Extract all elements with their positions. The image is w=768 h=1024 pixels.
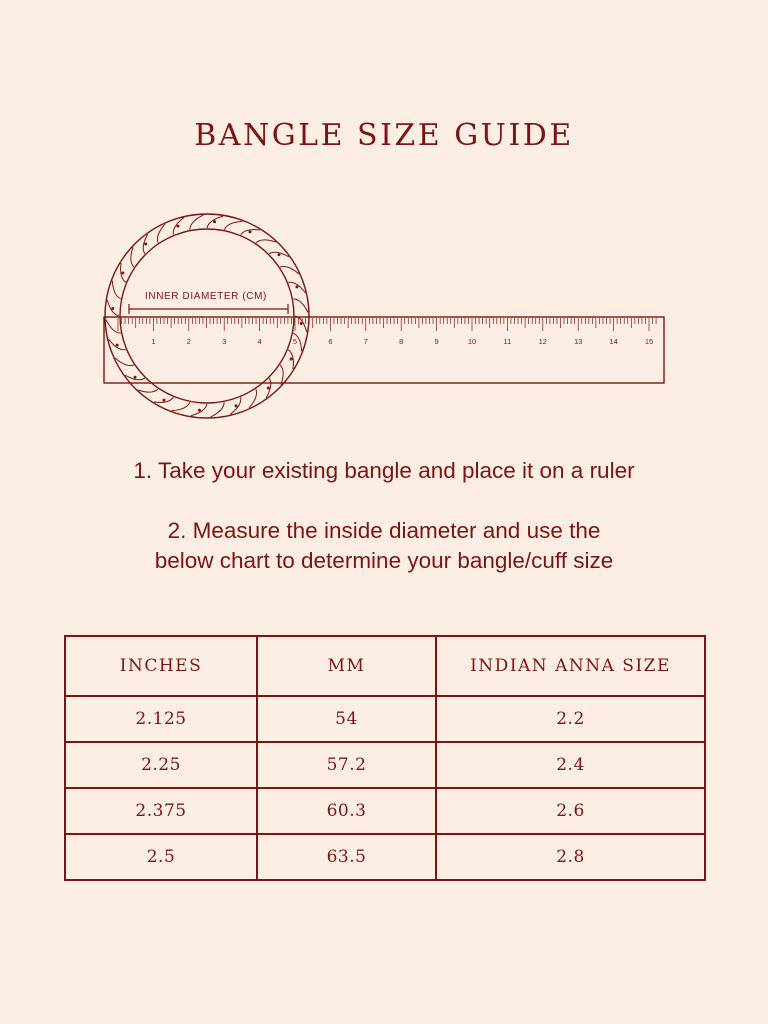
table-row (65, 742, 705, 788)
header-mm: MM (257, 636, 436, 696)
header-inches: INCHES (65, 636, 257, 696)
ruler-number: 9 (434, 337, 439, 346)
bangle-size-table (64, 635, 706, 881)
ruler-number: 5 (292, 337, 298, 346)
cell-mm: 57.2 (257, 742, 436, 788)
ruler-number: 6 (328, 337, 333, 346)
table-row (65, 788, 705, 834)
table-row (65, 696, 705, 742)
ruler-number: 4 (257, 337, 262, 346)
instruction-step-1: 1. Take your existing bangle and place it on a ruler (133, 458, 635, 483)
cell-inches: 2.5 (65, 834, 257, 880)
ruler-number: 12 (538, 337, 547, 346)
header-indian-anna-size: INDIAN ANNA SIZE (436, 636, 705, 696)
cell-anna-size: 2.2 (436, 696, 705, 742)
table-row (65, 834, 705, 880)
cell-anna-size: 2.8 (436, 834, 705, 880)
cell-anna-size: 2.4 (436, 742, 705, 788)
bangle-icon (105, 214, 309, 418)
instructions (0, 456, 768, 576)
ruler-number: 2 (186, 337, 191, 346)
ruler-number: 8 (399, 337, 404, 346)
ruler-number: 11 (503, 337, 512, 346)
table-header-row (65, 636, 705, 696)
bangle-on-ruler-illustration (0, 205, 768, 430)
ruler-number: 1 (151, 337, 156, 346)
ruler-number: 3 (222, 337, 227, 346)
ruler-number: 10 (467, 337, 477, 346)
ruler-number: 13 (574, 337, 583, 346)
cell-mm: 60.3 (257, 788, 436, 834)
instruction-step-2-line-1: 2. Measure the inside diameter and use the (167, 518, 601, 543)
ruler-number: 15 (644, 337, 654, 346)
cell-anna-size: 2.6 (436, 788, 705, 834)
cell-mm: 54 (257, 696, 436, 742)
ruler-number: 14 (609, 337, 618, 346)
inner-diameter-label: INNER DIAMETER (CM) (145, 291, 267, 302)
ruler-numbers (151, 337, 653, 346)
cell-inches: 2.25 (65, 742, 257, 788)
inner-diameter-marker (129, 304, 288, 314)
cell-inches: 2.125 (65, 696, 257, 742)
ruler-number: 7 (363, 337, 368, 346)
page-title: BANGLE SIZE GUIDE (194, 118, 574, 153)
ruler-ticks (118, 318, 656, 331)
cell-mm: 63.5 (257, 834, 436, 880)
instruction-step-2-line-2: below chart to determine your bangle/cuff size (154, 548, 614, 573)
ruler (104, 317, 664, 383)
cell-inches: 2.375 (65, 788, 257, 834)
